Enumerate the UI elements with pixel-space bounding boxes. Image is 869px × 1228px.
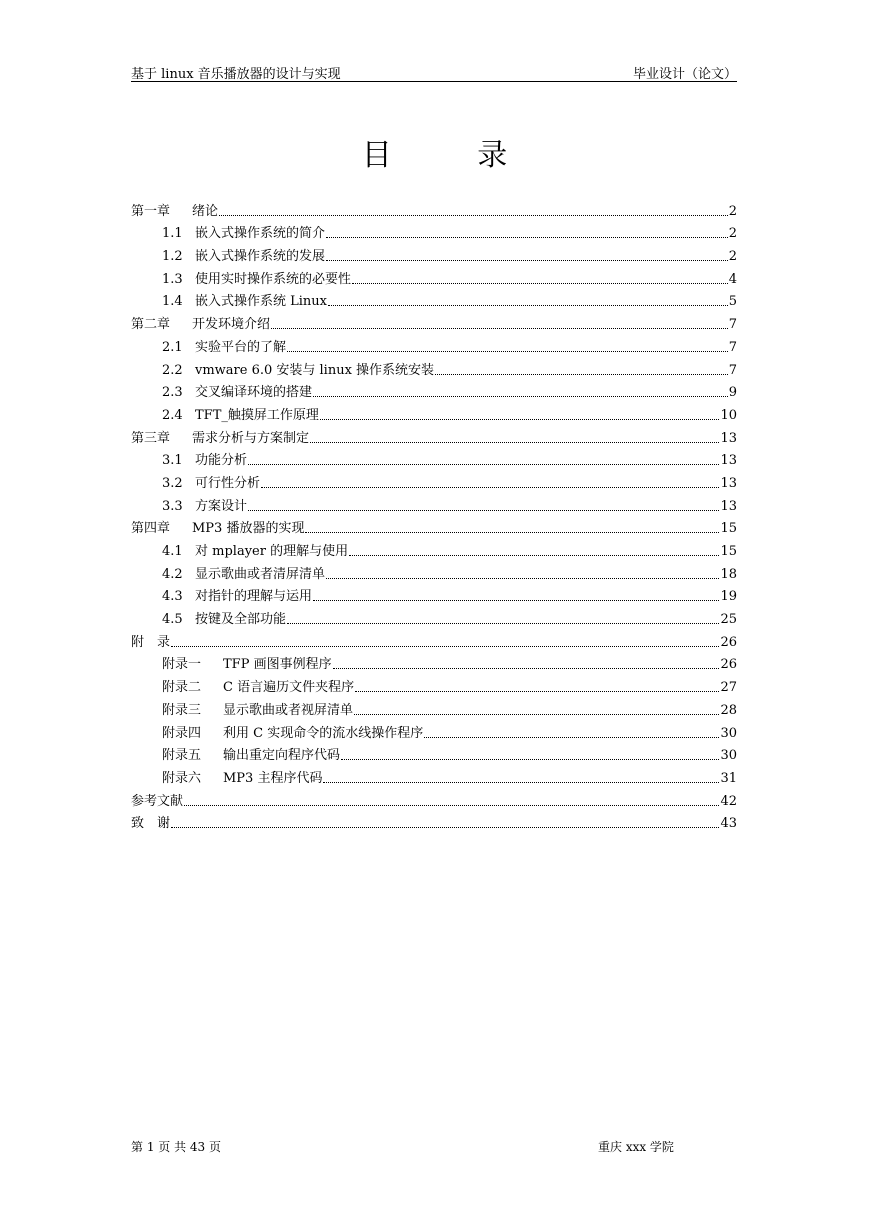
toc-entry-number: 附录六 bbox=[162, 770, 202, 786]
toc-dot-leader bbox=[271, 328, 728, 329]
toc-entry-label: MP3 播放器的实现 bbox=[192, 521, 305, 537]
toc-entry-number: 附 录 bbox=[131, 634, 171, 650]
toc-entry-number: 3.3 bbox=[162, 498, 183, 514]
toc-entry-page: 13 bbox=[720, 498, 737, 514]
toc-entry-page: 10 bbox=[720, 407, 737, 423]
toc-dot-leader bbox=[313, 600, 719, 601]
toc-entry-label: 显示歌曲或者清屏清单 bbox=[195, 566, 326, 582]
toc-dot-leader bbox=[287, 351, 728, 352]
toc-entry[interactable] bbox=[131, 242, 737, 265]
toc-entry-number: 参考文献 bbox=[131, 793, 184, 809]
toc-dot-leader bbox=[184, 805, 719, 806]
toc-entry-label: 显示歌曲或者视屏清单 bbox=[223, 702, 354, 718]
toc-entry-label: 按键及全部功能 bbox=[195, 612, 287, 628]
toc-entry[interactable] bbox=[131, 310, 737, 333]
toc-entry-number: 2.2 bbox=[162, 362, 183, 378]
toc-entry[interactable] bbox=[131, 605, 737, 628]
toc-dot-leader bbox=[323, 782, 719, 783]
toc-entry-label: 对指针的理解与运用 bbox=[195, 589, 313, 605]
toc-entry-page: 28 bbox=[720, 702, 737, 718]
toc-dot-leader bbox=[320, 419, 720, 420]
toc-entry-number: 致 谢 bbox=[131, 816, 171, 832]
toc-entry-label: 绪论 bbox=[192, 203, 219, 219]
page-header bbox=[131, 62, 737, 82]
toc-entry-page: 9 bbox=[728, 385, 737, 401]
toc-entry-page: 30 bbox=[720, 748, 737, 764]
toc-entry-label: MP3 主程序代码 bbox=[223, 770, 323, 786]
header-doc-type: 毕业设计（论文） bbox=[632, 67, 737, 82]
toc-entry[interactable] bbox=[131, 651, 737, 674]
toc-entry-page: 7 bbox=[728, 317, 737, 333]
toc-entry[interactable] bbox=[131, 288, 737, 311]
toc-entry-page: 25 bbox=[720, 612, 737, 628]
toc-entry-page: 15 bbox=[720, 521, 737, 537]
toc-entry-number: 4.2 bbox=[162, 566, 183, 582]
toc-entry-label: 输出重定向程序代码 bbox=[223, 748, 341, 764]
toc-entry[interactable] bbox=[131, 401, 737, 424]
toc-entry-page: 13 bbox=[720, 475, 737, 491]
toc-entry-number: 4.3 bbox=[162, 589, 183, 605]
toc-entry-label: 需求分析与方案制定 bbox=[192, 430, 310, 446]
toc-dot-leader bbox=[349, 555, 719, 556]
toc-entry-page: 43 bbox=[720, 816, 737, 832]
toc-dot-leader bbox=[326, 260, 728, 261]
toc-entry[interactable] bbox=[131, 492, 737, 515]
toc-entry[interactable] bbox=[131, 583, 737, 606]
toc-entry[interactable] bbox=[131, 333, 737, 356]
toc-entry-number: 4.5 bbox=[162, 612, 183, 628]
toc-entry-number: 附录五 bbox=[162, 748, 202, 764]
toc-entry-number: 1.3 bbox=[162, 271, 183, 287]
toc-entry-number: 附录三 bbox=[162, 702, 202, 718]
toc-dot-leader bbox=[354, 714, 719, 715]
toc-dot-leader bbox=[248, 464, 719, 465]
toc-entry-number: 4.1 bbox=[162, 544, 183, 559]
toc-entry[interactable] bbox=[131, 673, 737, 696]
toc-dot-leader bbox=[171, 827, 719, 828]
toc-entry-page: 26 bbox=[720, 657, 737, 673]
toc-dot-leader bbox=[326, 237, 728, 238]
toc-dot-leader bbox=[352, 283, 728, 284]
toc-entry-number: 第四章 bbox=[131, 521, 171, 537]
toc-dot-leader bbox=[341, 759, 719, 760]
toc-entry-label: 嵌入式操作系统的简介 bbox=[195, 226, 326, 242]
toc-entry-page: 15 bbox=[720, 544, 737, 559]
toc-entry-number: 1.2 bbox=[162, 249, 183, 265]
toc-entry[interactable] bbox=[131, 810, 737, 833]
table-of-contents bbox=[131, 197, 737, 832]
toc-entry-page: 7 bbox=[728, 362, 737, 378]
toc-entry-label: 实验平台的了解 bbox=[195, 339, 287, 355]
toc-entry-page: 26 bbox=[720, 634, 737, 650]
toc-entry-page: 2 bbox=[728, 249, 737, 265]
toc-entry[interactable] bbox=[131, 787, 737, 810]
toc-entry-page: 4 bbox=[728, 271, 737, 287]
toc-entry-page: 2 bbox=[728, 226, 737, 242]
toc-dot-leader bbox=[248, 510, 719, 511]
toc-entry[interactable] bbox=[131, 356, 737, 379]
toc-entry-number: 附录四 bbox=[162, 725, 202, 741]
toc-dot-leader bbox=[287, 623, 719, 624]
footer-page-number: 第 1 页 共 43 页 bbox=[131, 1140, 221, 1154]
toc-entry-number: 第二章 bbox=[131, 317, 171, 333]
toc-entry[interactable] bbox=[131, 197, 737, 220]
toc-dot-leader bbox=[171, 646, 719, 647]
toc-dot-leader bbox=[261, 487, 719, 488]
toc-entry[interactable] bbox=[131, 628, 737, 651]
toc-entry[interactable] bbox=[131, 379, 737, 402]
toc-entry-number: 第一章 bbox=[131, 203, 171, 219]
page-title: 目 录 bbox=[361, 138, 546, 173]
toc-entry-page: 19 bbox=[720, 589, 737, 605]
toc-dot-leader bbox=[326, 578, 719, 579]
footer-institution: 重庆 xxx 学院 bbox=[598, 1140, 674, 1154]
toc-entry-number: 2.4 bbox=[162, 407, 183, 423]
toc-entry-page: 7 bbox=[728, 339, 737, 355]
toc-entry-page: 5 bbox=[728, 294, 737, 310]
header-title: 基于 linux 音乐播放器的设计与实现 bbox=[131, 67, 341, 82]
toc-entry-label: vmware 6.0 安装与 linux 操作系统安装 bbox=[195, 362, 435, 378]
toc-entry-number: 3.1 bbox=[162, 453, 183, 469]
toc-entry[interactable] bbox=[131, 515, 737, 538]
toc-entry-label: 功能分析 bbox=[195, 453, 248, 469]
toc-entry-page: 42 bbox=[720, 793, 737, 809]
toc-dot-leader bbox=[310, 442, 719, 443]
toc-entry-label: 对 mplayer 的理解与使用 bbox=[195, 544, 349, 559]
toc-entry-label: TFP 画图事例程序 bbox=[223, 657, 332, 673]
toc-dot-leader bbox=[305, 532, 719, 533]
toc-entry[interactable] bbox=[131, 469, 737, 492]
toc-entry-label: 利用 C 实现命令的流水线操作程序 bbox=[223, 725, 424, 741]
toc-dot-leader bbox=[219, 215, 728, 216]
toc-entry[interactable] bbox=[131, 265, 737, 288]
toc-entry[interactable] bbox=[131, 424, 737, 447]
toc-entry-label: 交叉编译环境的搭建 bbox=[195, 385, 313, 401]
toc-entry-label: 方案设计 bbox=[195, 498, 248, 514]
toc-entry-label: 可行性分析 bbox=[195, 475, 261, 491]
toc-entry-number: 2.3 bbox=[162, 385, 183, 401]
toc-entry[interactable] bbox=[131, 220, 737, 243]
toc-dot-leader bbox=[328, 305, 728, 306]
toc-dot-leader bbox=[424, 737, 719, 738]
toc-entry-label: 嵌入式操作系统 Linux bbox=[195, 294, 327, 310]
toc-entry-page: 18 bbox=[720, 566, 737, 582]
toc-dot-leader bbox=[333, 668, 720, 669]
toc-entry-label: 使用实时操作系统的必要性 bbox=[195, 271, 352, 287]
toc-entry-label: 开发环境介绍 bbox=[192, 317, 271, 333]
toc-entry-page: 27 bbox=[720, 680, 737, 696]
toc-entry-page: 31 bbox=[720, 770, 737, 786]
toc-entry[interactable] bbox=[131, 719, 737, 742]
toc-entry[interactable] bbox=[131, 560, 737, 583]
toc-dot-leader bbox=[435, 374, 728, 375]
toc-entry-label: TFT_触摸屏工作原理 bbox=[195, 407, 319, 423]
toc-entry[interactable] bbox=[131, 447, 737, 470]
toc-entry-number: 2.1 bbox=[162, 339, 183, 355]
toc-entry[interactable] bbox=[131, 742, 737, 765]
toc-entry[interactable] bbox=[131, 537, 737, 560]
toc-entry-page: 2 bbox=[728, 203, 737, 219]
toc-entry[interactable] bbox=[131, 764, 737, 787]
toc-dot-leader bbox=[313, 396, 728, 397]
toc-entry[interactable] bbox=[131, 696, 737, 719]
toc-entry-number: 附录一 bbox=[162, 657, 202, 673]
toc-entry-label: 嵌入式操作系统的发展 bbox=[195, 249, 326, 265]
toc-entry-label: C 语言遍历文件夹程序 bbox=[223, 680, 355, 696]
toc-entry-number: 附录二 bbox=[162, 680, 202, 696]
toc-entry-number: 第三章 bbox=[131, 430, 171, 446]
toc-entry-number: 1.4 bbox=[162, 294, 183, 310]
toc-entry-page: 13 bbox=[720, 430, 737, 446]
toc-entry-page: 30 bbox=[720, 725, 737, 741]
toc-entry-number: 1.1 bbox=[162, 226, 183, 242]
toc-dot-leader bbox=[355, 691, 719, 692]
toc-entry-number: 3.2 bbox=[162, 475, 183, 491]
toc-entry-page: 13 bbox=[720, 453, 737, 469]
